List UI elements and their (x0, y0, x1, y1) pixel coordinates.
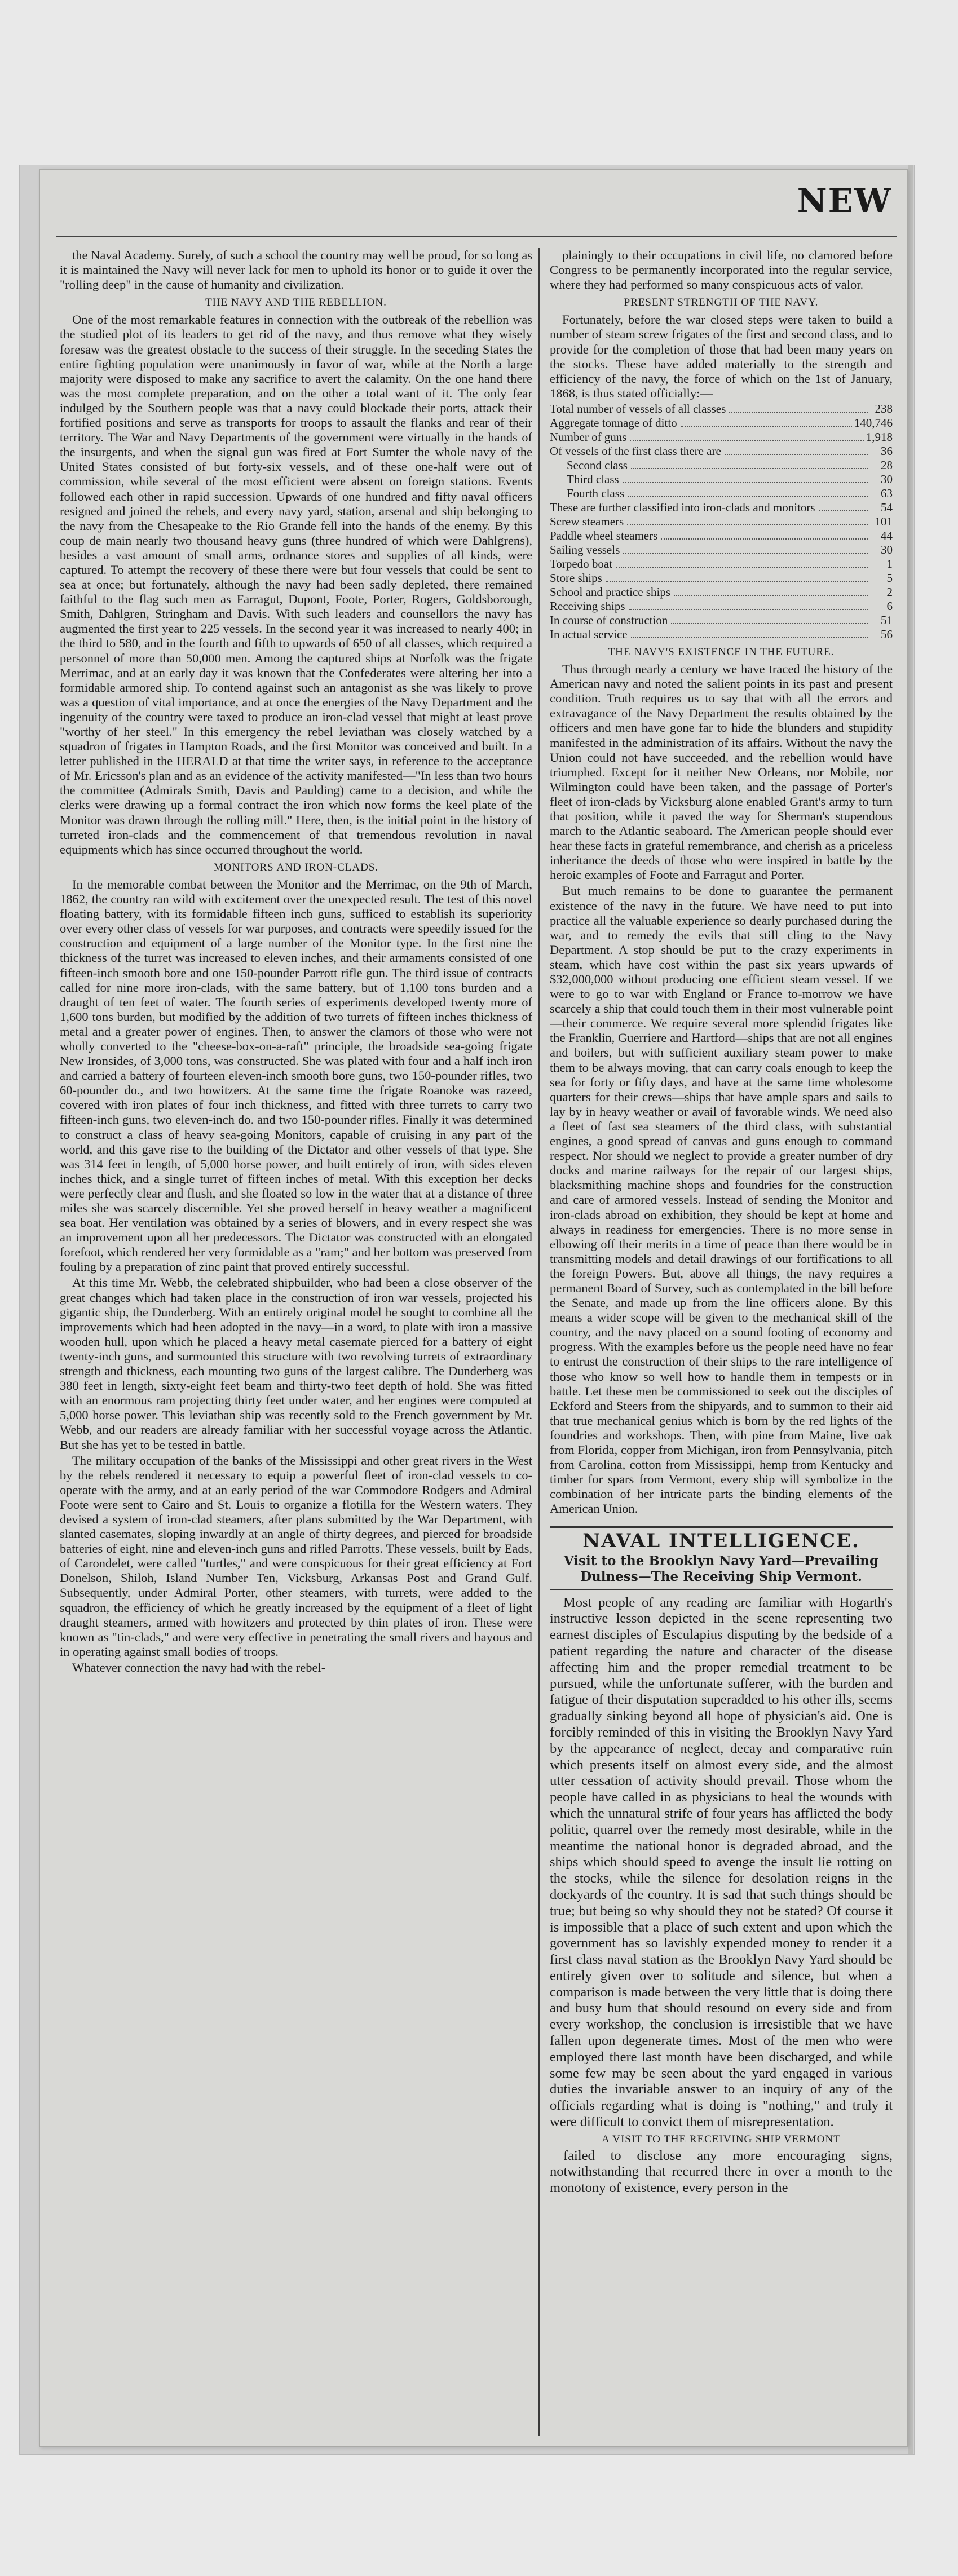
left-column (60, 248, 532, 2436)
vessel-stat-value: 63 (881, 486, 893, 500)
subhead-present-strength: PRESENT STRENGTH OF THE NAVY. (624, 297, 819, 309)
naval-intelligence-heading (550, 1526, 893, 1590)
vessel-stat-label: Paddle wheel steamers (550, 528, 658, 542)
vessel-stat-row (550, 515, 893, 529)
subhead-future: THE NAVY'S EXISTENCE IN THE FUTURE. (608, 646, 835, 658)
paragraph: One of the most remarkable features in connection with the outbreak of the rebellion was the studied plot of its leaders to get rid of the navy, and thus remove what they wisely foresaw was the greatest obstacle to the success of their struggle. In the seceding States the entire fighting population were unanimously in favor of war, while at the North a large majority were disposed to make any sacrifice to avert the calamity. On the one hand there was the most complete preparation, and on the other a total want of it. The only fear indulged by the Southern people was that a navy could blockade their ports, attack their fortified positions and serve as transports for troops to assault the flanks and rear of their territory. The War and Navy Departments of the government were virtually in the hands of the insurgents, and when the signal gun was fired at Fort Sumter the whole navy of the United States consisted of but forty-six vessels, and of these one-half were out of commission, while several of the most efficient were absent on foreign stations. Events followed each other in rapid succession. Upwards of one hundred and fifty naval officers resigned and joined the rebels, and every navy yard, station, arsenal and ship belonging to the navy from the Chesapeake to the Rio Grande fell into the hands of the enemy. By this coup de main nearly two thousand heavy guns (three hundred of which were Dahlgrens), besides a vast amount of small arms, ordnance stores and supplies of all kinds, were captured. To attempt the recovery of these there were but four vessels that could be sent to sea at once; but fortunately, although the navy had been sadly depleted, there remained faithful to the flag such men as Farragut, Dupont, Foote, Porter, Rogers, Goldsborough, Smith, Dahlgren, Stringham and Davis. With such leaders and counsellors the navy has augmented the first year to 225 vessels. In the second year it was increased to nearly 400; in the third to 580, and in the fourth and fifth to upwards of 650 of all classes, which required a personnel of more than 50,000 men. Among the captured ships at Norfolk was the frigate Merrimac, and at an early day it was known that the Confederates were altering her into a formidable armored ship. To contend against such an antagonist as she was likely to prove was a question of vital importance, and at once the energies of the Navy Department and the ingenuity of the country were taxed to produce an iron-clad vessel that might at least prove "worthy of her steel." In this emergency the rebel leviathan was closely watched by a squadron of frigates in Hampton Roads, and the first Monitor was conceived and built. In a letter published in the HERALD at that time the writer says, in reference to the acceptance of Mr. Ericsson's plan and as an evidence of the activity manifested—"In less than two hours the committee (Admirals Smith, Davis and Paulding) came to a decision, and while the clerks were drawing up a formal contract the iron which now forms the keel plate of the Monitor was drawn through the rolling mill." Here, then, is the initial point in the history of turreted iron-clads and the commencement of that tremendous revolution in naval equipments which has since occurred throughout the world. (60, 312, 532, 856)
vessel-stat-label: Number of guns (550, 430, 627, 444)
vessel-stat-row (550, 458, 893, 472)
vessel-stat-value: 2 (886, 585, 893, 599)
naval-intelligence-subtitle: Visit to the Brooklyn Navy Yard—Prevailing Dulness—The Receiving Ship Vermont. (563, 1553, 879, 1584)
dot-leader (631, 637, 868, 638)
vessel-stat-row (550, 472, 893, 487)
vessel-stat-row (550, 430, 893, 444)
vessel-stat-value: 36 (881, 444, 893, 458)
vessel-stat-value: 30 (881, 542, 893, 556)
vessel-stat-row (550, 416, 893, 430)
newspaper-clipping (39, 169, 908, 2447)
vessel-stat-row (550, 444, 893, 458)
vessel-stat-label: Third class (567, 472, 619, 486)
dot-leader (725, 454, 868, 455)
vessel-stat-value: 5 (886, 571, 893, 585)
vessel-stat-row (550, 487, 893, 501)
vessel-stat-value: 6 (886, 599, 893, 613)
subhead-navy-rebellion: THE NAVY AND THE REBELLION. (205, 297, 387, 309)
vessel-stat-label: Sailing vessels (550, 542, 620, 556)
vessel-stat-row (550, 529, 893, 543)
dot-leader (631, 468, 868, 469)
intel-paras (550, 1595, 893, 2131)
vessel-stat-value: 51 (881, 613, 893, 627)
subhead-monitors: MONITORS AND IRON-CLADS. (213, 861, 379, 873)
vessel-stat-row (550, 571, 893, 585)
subhead-visit-vermont: A VISIT TO THE RECEIVING SHIP VERMONT (602, 2133, 841, 2145)
vessel-stat-label: These are further classified into iron-clads and monitors (550, 500, 815, 514)
left-paras-2 (60, 312, 532, 856)
dot-leader (661, 538, 868, 540)
dot-leader (681, 426, 852, 427)
left-paras-1 (60, 248, 532, 292)
vessel-stat-row (550, 501, 893, 515)
vessel-stat-value: 56 (881, 627, 893, 641)
vessel-stat-value: 30 (881, 472, 893, 486)
intel-foot-paragraph: failed to disclose any more encouraging signs, notwithstanding that recurred there in over a month to the monotony of existence, every person in the (550, 2148, 893, 2196)
dot-leader (729, 412, 868, 413)
right-paras-1 (550, 248, 893, 292)
vessel-stat-label: Screw steamers (550, 514, 624, 528)
vessel-stat-value: 44 (881, 528, 893, 542)
vessel-stat-row (550, 402, 893, 416)
dot-leader (629, 609, 868, 610)
vessel-stat-label: In actual service (550, 627, 628, 641)
dot-leader (606, 581, 868, 582)
vessel-stat-label: Total number of vessels of all classes (550, 401, 726, 416)
vessel-stat-value: 1 (886, 556, 893, 571)
masthead-fragment: NEW (797, 182, 892, 220)
column-divider (538, 248, 540, 2436)
dot-leader (627, 524, 868, 525)
vessel-stat-label: Torpedo boat (550, 556, 613, 571)
vessel-stat-label: School and practice ships (550, 585, 671, 599)
vessel-stat-value: 54 (881, 500, 893, 514)
vessel-stat-value: 101 (875, 514, 893, 528)
vessel-stat-label: Aggregate tonnage of ditto (550, 416, 677, 430)
top-rule (56, 236, 897, 237)
vessel-stat-row (550, 585, 893, 599)
paragraph: Thus through nearly a century we have traced the history of the American navy and noted the salient points in its past and present condition. Truth requires us to say that with all the errors and extravagance of the Navy Department the results obtained by the officers and men have gone far to hide the blunders and stupidity manifested in the administration of its affairs. Without the navy the Union could not have succeeded, and the rebellion would have triumphed. Except for it neither New Orleans, nor Mobile, nor Wilmington could have been taken, and the passage of Porter's fleet of iron-clads by Vicksburg alone enabled Grant's army to turn that position, while it paved the way for Sherman's stupendous march to the Atlantic seaboard. The American people should ever hear these facts in grateful remembrance, and cherish as a priceless inheritance the deeds of those who were inspired in battle by the heroic examples of Foote and Farragut and Porter. (550, 662, 893, 882)
paragraph: But much remains to be done to guarantee the permanent existence of the navy in the future. We have need to put into practice all the valuable experience so dearly purchased during the war, and to remedy the evils that still cling to the Navy Department. A stop should be put to the crazy experiments in steam, which have cost within the past six years upwards of $32,000,000 without producing one efficient steam vessel. If we were to go to war with England or France to-morrow we have scarcely a ship that could touch them in their most vulnerable point—their commerce. We require several more splendid frigates like the Franklin, Guerriere and Hartford—ships that are not all engines and boilers, but with sufficient auxiliary steam power to make them to be always moving, that can carry coals enough to keep the sea for forty or fifty days, and have at the same time wholesome quarters for their crews—ships that have ample spars and sails to lay by in heavy weather or avail of favorable winds. We need also a fleet of fast sea steamers of the third class, with substantial engines, a good spread of canvas and guns enough to command respect. Nor should we neglect to provide a greater number of dry docks and marine railways for the repair of our largest ships, blacksmithing machine shops and foundries for the construction and care of armored vessels. Instead of sending the Monitor and iron-clads abroad on exhibition, they should be kept at home and always in readiness for emergencies. There is no more sense in elbowing off their merits in a time of peace than there would be in transmitting models and detail drawings of our fortifications to all the foreign Powers. But, above all things, the navy requires a permanent Board of Survey, such as contemplated in the bill before the Senate, and made up from the line officers alone. By this means a wider scope will be given to the mechanical skill of the country, and the navy placed on a sound footing of economy and progress. With the examples before us the people need have no fear to entrust the construction of their ships to the rare intelligence of those who know so well how to handle them in tempests or in battle. Let these men be commissioned to seek out the disciples of Eckford and Steers from the shipyards, and to summon to their aid that true mechanical genius which is born by the red lights of the foundries and workshops. Then, with pine from Maine, live oak from Florida, copper from Michigan, iron from Pennsylvania, pitch from Carolina, cotton from Mississippi, hemp from Kentucky and timber for spars from Vermont, every ship will symbolize in the combination of her intricate parts the binding elements of the American Union. (550, 883, 893, 1516)
dot-leader (630, 440, 863, 441)
dot-leader (819, 510, 868, 511)
vessel-stat-row (550, 557, 893, 571)
vessel-stat-label: Of vessels of the first class there are (550, 444, 721, 458)
dot-leader (623, 553, 868, 554)
vessel-stat-label: Store ships (550, 571, 602, 585)
vessel-stat-label: Second class (567, 458, 628, 472)
paragraph: In the memorable combat between the Monitor and the Merrimac, on the 9th of March, 1862, the country ran wild with excitement over the unexpected result. The test of this novel floating battery, with its formidable fifteen inch guns, sufficed to establish its superiority over every other class of vessels for war purposes, and contracts were speedily issued for the construction and equipment of a large number of the Monitor type. In the first nine the thickness of the turret was increased to eleven inches, and their armaments consisted of one fifteen-inch smooth bore and one 150-pounder Parrott rifle gun. The third issue of contracts called for nine more iron-clads, with the same battery, but of 1,100 tons burden and a draught of ten feet of water. The fourth series of experiments developed twenty more of 1,600 tons burden, but modified by the addition of two turrets of fifteen inches thickness of metal and a greater power of engines. Then, to answer the clamors of those who were not wholly converted to the "cheese-box-on-a-raft" principle, the broadside sea-going frigate New Ironsides, of 3,000 tons, was constructed. She was plated with four and a half inch iron and carried a battery of fourteen eleven-inch smooth bore guns, two 150-pounder rifles, two 60-pounder do., and two howitzers. At the same time the frigate Roanoke was razeed, covered with iron plates of four inch thickness, and fitted with three turrets to carry two fifteen-inch guns, two eleven-inch do. and two 150-pounder rifles. Finally it was determined to construct a class of heavy sea-going Monitors, capable of cruising in any part of the world, and this gave rise to the building of the Dictator and other vessels of that type. She was 314 feet in length, of 5,000 horse power, and built entirely of iron, with sides eleven inches thick, and a single turret of fifteen inches of metal. With this exception her decks were perfectly clear and flush, and she floated so low in the water that at a distance of three miles she was scarcely discernible. Yet she proved herself in heavy weather a magnificent sea boat. Her ventilation was obtained by a series of blowers, and in every respect she was an improvement upon all her predecessors. The Dictator was constructed with an elongated forefoot, which rendered her very formidable as a "ram;" and her bottom was preserved from fouling by a preparation of zinc paint that proved entirely successful. (60, 877, 532, 1274)
vessel-stat-value: 28 (881, 458, 893, 472)
naval-intelligence-title: NAVAL INTELLIGENCE. (582, 1530, 860, 1553)
vessel-stat-label: Fourth class (567, 486, 625, 500)
vessel-stat-value: 1,918 (866, 430, 893, 444)
vessel-stat-value: 140,746 (854, 416, 893, 430)
paragraph: plainingly to their occupations in civil life, no clamored before Congress to be permanently incorporated into the regular service, where they had performed so many conspicuous acts of valor. (550, 248, 893, 292)
paragraph: Fortunately, before the war closed steps were taken to build a number of steam screw frigates of the first and second class, and to provide for the completion of those that had been many years on the stocks. These have added materially to the strength and efficiency of the navy, the force of which on the 1st of January, 1868, is thus stated officially:— (550, 312, 893, 400)
paragraph: Whatever connection the navy had with the rebel- (72, 1660, 326, 1674)
dot-leader (674, 595, 868, 596)
paragraph: At this time Mr. Webb, the celebrated shipbuilder, who had been a close observer of the great changes which had taken place in the construction of iron war vessels, projected his gigantic ship, the Dunderberg. With an entirely original model he sought to combine all the improvements which had been adopted in the navy—in a word, to plate with iron a massive wooden hull, upon which he placed a heavy metal casemate pierced for a battery of eight twenty-inch guns, and surmounted this structure with two revolving turrets of extraordinary strength and thickness, each mounting two guns of the largest calibre. The Dunderberg was 380 feet in length, sixty-eight feet beam and thirty-two feet depth of hold. She was fitted with an enormous ram projecting thirty feet under water, and her engines were computed at 5,000 horse power. This leviathan ship was recently sold to the French government by Mr. Webb, and our readers are already familiar with her successful voyage across the Atlantic. But she has yet to be tested in battle. (60, 1275, 532, 1452)
right-column (550, 248, 893, 2436)
dot-leader (623, 482, 868, 483)
dot-leader (628, 496, 868, 497)
vessel-stat-label: Receiving ships (550, 599, 625, 613)
paragraph: Most people of any reading are familiar with Hogarth's instructive lesson depicted in the scene representing two earnest disciples of Esculapius disputing by the bedside of a patient regarding the nature and character of the disease affecting him and the proper remedial treatment to be pursued, while the unfortunate sufferer, with the burden and fatigue of their disputation superadded to his other ills, seems gradually sinking beyond all hope of physician's aid. One is forcibly reminded of this in visiting the Brooklyn Navy Yard by the appearance of neglect, decay and comparative ruin which presents itself on almost every side, and the almost utter cessation of activity should prevail. Those whom the people have called in as physicians to heal the wounds with which the unnatural strife of four years has afflicted the body politic, quarrel over the remedy most desirable, while in the meantime the national honor is degraded abroad, and the ships which should speed to avenge the insult lie rotting on the stocks, while the silence for desolation reigns in the dockyards of the country. It is sad that such things should be true; but being so why should they not be stated? Of course it is impossible that a place of such extent and upon which the government has so lavishly expended money to render it a first class naval station as the Brooklyn Navy Yard should be entirely given over to solitude and silence, but when a comparison is made between the very little that is doing there and busy hum that should resound on every side and from every workshop, the conclusion is irresistible that we have fallen upon degenerate times. Most of the men who were employed there last month have been discharged, and while some few may be seen about the yard engaged in various duties the invariable answer to an inquiry of any of the officials regarding what is doing is "nothing," and truly it were difficult to convict them of misrepresentation. (550, 1594, 893, 2130)
right-paras-2 (550, 312, 893, 401)
vessel-stat-value: 238 (875, 401, 893, 416)
dot-leader (671, 623, 868, 624)
right-paras-3 (550, 662, 893, 1516)
naval-intelligence-body (550, 1595, 893, 2197)
vessel-stat-row (550, 628, 893, 642)
vessel-stat-row (550, 613, 893, 628)
left-paras-3 (60, 877, 532, 1675)
vessel-statistics-list (550, 402, 893, 642)
paper-edge (908, 165, 913, 2454)
paragraph: the Naval Academy. Surely, of such a school the country may well be proud, for so long as it is maintained the Navy will never lack for men to uphold its honor or to guide it over the "rolling deep" in the cause of humanity and civilization. (60, 248, 532, 292)
dot-leader (616, 567, 868, 568)
vessel-stat-row (550, 543, 893, 557)
paragraph: The military occupation of the banks of the Mississippi and other great rivers in the West by the rebels rendered it necessary to equip a powerful fleet of iron-clad vessels to co-operate with the army, and at an early period of the war Commodore Rodgers and Admiral Foote were sent to Cairo and St. Louis to organize a flotilla for the Western waters. They devised a system of iron-clad steamers, after plans submitted by the War Department, with slanted casemates, sloping inwardly at an angle of thirty degrees, and pierced for broadside batteries of eight, nine and eleven-inch guns and rifled Parrotts. These vessels, built by Eads, of Carondelet, were called "turtles," and were conspicuous for their great efficiency at Fort Donelson, Shiloh, Island Number Ten, Vicksburg, Arkansas Post and Grand Gulf. Subsequently, under Admiral Porter, other steamers, with turrets, were added to the squadron, the efficiency of which he greatly increased by the equipment of a fleet of light draught steamers, armed with howitzers and protected by thin plates of iron. These were known as "tin-clads," and were very effective in penetrating the small rivers and bayous and in operating against small bodies of troops. (60, 1453, 532, 1659)
vessel-stat-label: In course of construction (550, 613, 668, 627)
vessel-stat-row (550, 599, 893, 613)
